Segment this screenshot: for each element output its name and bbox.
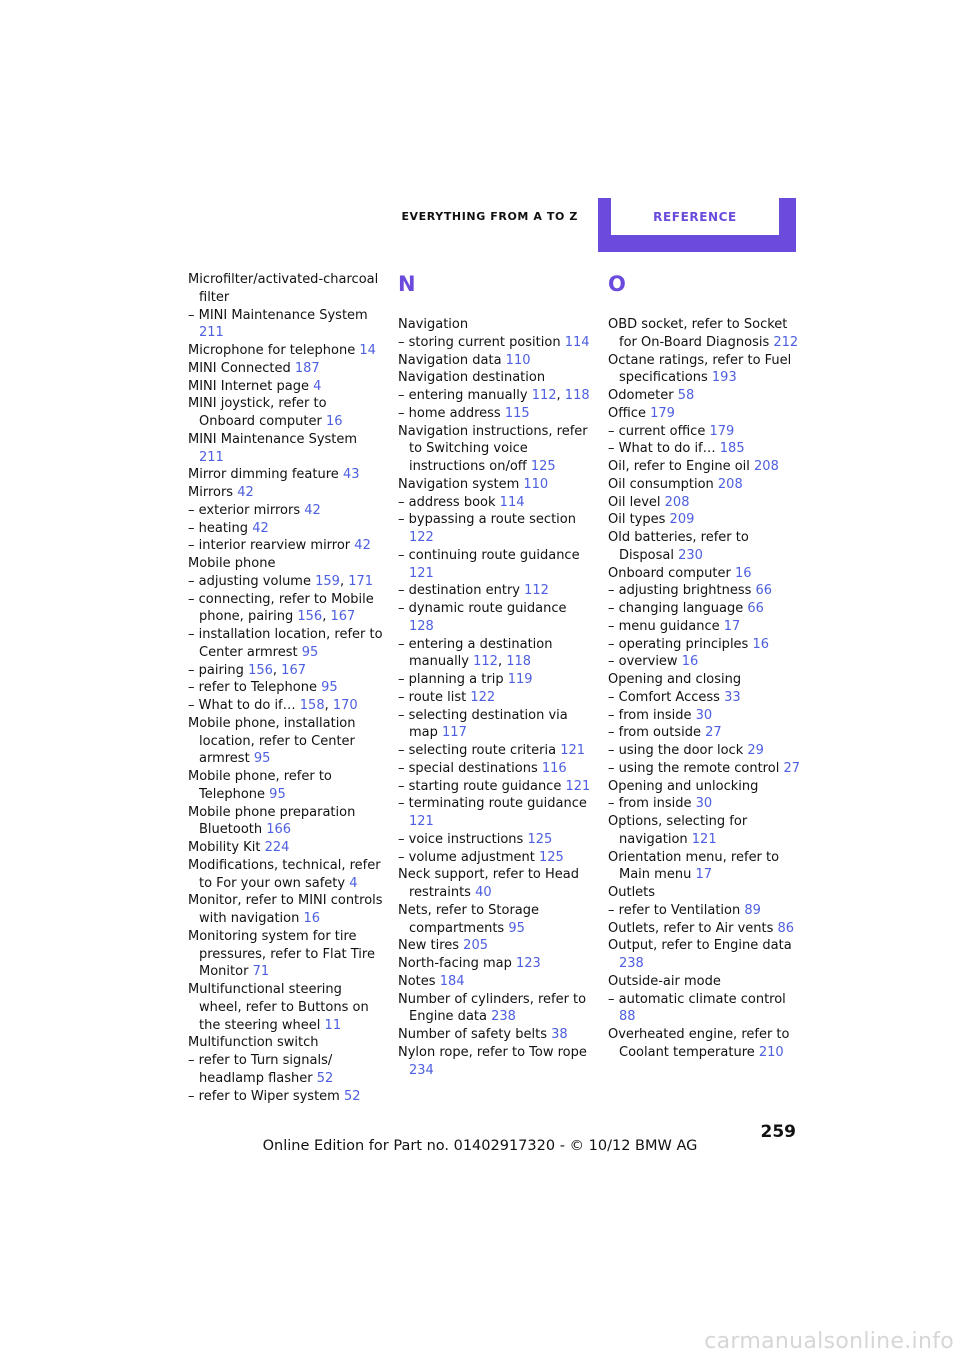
entry-text: Overheated engine, refer to Coolant temperature [608,1027,790,1060]
index-entry [188,307,383,343]
page-link[interactable]: 114 [499,494,525,510]
index-entry [398,1026,593,1044]
entry-text: Mobile phone, installation location, refer to Center armrest [188,715,356,767]
index-entry [608,920,803,938]
page-link[interactable]: 95 [253,751,271,767]
entry-text: – Comfort Access [608,689,720,705]
index-entry [398,1044,593,1080]
index-entry [608,653,803,671]
entry-text: Oil consumption [608,476,714,492]
index-entry: – What to do if… 158, 170 [188,698,358,713]
page-link[interactable]: 33 [724,689,741,705]
page-link[interactable]: 95 [321,680,338,696]
page-link[interactable]: 30 [695,796,713,812]
index-entry [608,1026,803,1062]
index-entry [608,884,803,902]
entry-text: – selecting route criteria [398,743,557,758]
page-link[interactable]: 123 [516,956,541,971]
page-link[interactable]: 27 [783,760,800,776]
reference-tab-label: REFERENCE [611,198,779,235]
index-entry [608,440,803,458]
page-link[interactable]: 95 [508,920,525,936]
index-entry [608,742,803,760]
page-link[interactable]: 121 [565,778,591,794]
page-link[interactable]: 159 [315,573,340,589]
index-entry [188,537,383,555]
entry-text: – continuing route guidance [398,547,580,563]
index-entry [398,991,593,1027]
page-link[interactable]: 122 [409,530,434,545]
index-entry [608,476,803,494]
index-entry [608,352,803,388]
page-link[interactable]: 42 [354,538,371,554]
page-link[interactable]: 42 [304,502,321,518]
page-link[interactable]: 125 [539,849,564,865]
index-entry [398,352,593,370]
index-entry [608,316,803,352]
entry-text: Neck support, refer to Head restraints [398,867,579,900]
entry-text: – address book [398,494,496,510]
entry-text: North-facing map [398,956,512,971]
index-entry [188,378,383,396]
page-link[interactable]: 4 [349,875,358,891]
entry-text: – from inside [608,796,692,812]
page-link[interactable]: 88 [619,1009,636,1025]
index-entry [608,636,803,654]
index-entry [188,342,383,360]
page-link[interactable]: 179 [650,405,675,421]
index-entry: – entering a destination manually 112, 118 [398,636,553,670]
entry-text: – bypassing a route section [398,512,576,528]
entry-text: Office [608,405,646,421]
entry-text: – refer to Ventilation [608,902,741,918]
page-link[interactable]: 17 [723,618,741,634]
entry-text: Monitoring system for tire pressures, refer to Flat Tire Monitor [188,928,375,980]
page-link[interactable]: 95 [301,644,319,660]
entry-text: – planning a trip [398,672,504,687]
page-link[interactable]: 119 [507,672,533,687]
page-link[interactable]: 205 [463,938,488,954]
index-entry [398,742,593,760]
page-link[interactable]: 116 [541,760,567,776]
index-entry [188,857,383,893]
index-entry [398,955,593,973]
index-entry [188,626,383,662]
index-entry [608,458,803,476]
index-entry [608,849,803,885]
page-link[interactable]: 112 [524,583,549,599]
page-link[interactable]: 118 [506,654,532,670]
index-entry [188,466,383,484]
index-entry [188,1088,383,1106]
entry-text: MINI Maintenance System [188,431,358,447]
entry-text: Modifications, technical, refer to For your own safety [188,857,381,891]
entry-text: – terminating route guidance [398,796,587,812]
entry-text: – What to do if… [608,441,716,457]
page-link[interactable]: 117 [442,725,467,741]
page-link[interactable]: 121 [691,831,717,847]
index-entry [398,778,593,796]
index-entry [608,494,803,512]
section-heading: N [398,272,416,296]
entry-text: New tires [398,938,460,954]
page-link[interactable]: 166 [266,822,292,838]
index-entry [398,334,593,352]
page-link[interactable]: 167 [281,662,306,678]
page-link[interactable]: 193 [711,370,737,386]
entry-text: – dynamic route guidance [398,601,567,616]
entry-text: – refer to Telephone [188,680,317,696]
entry-text: Number of cylinders, refer to Engine data [398,991,587,1025]
page-link[interactable]: 86 [777,920,795,936]
entry-text: Navigation instructions, refer to Switching voice instructions on/off [398,423,588,474]
page-link[interactable]: 125 [527,831,553,847]
entry-text: – adjusting volume [188,573,311,589]
index-entry [398,369,593,387]
page-number: 259 [760,1122,796,1142]
index-entry [608,778,803,796]
page-link[interactable]: 16 [303,911,321,926]
page-link[interactable]: 179 [709,423,735,439]
page-link[interactable]: 156 [248,662,273,678]
page-link[interactable]: 234 [409,1062,434,1078]
page-link[interactable]: 118 [564,388,590,403]
index-entry [188,928,383,981]
entry-text: – overview [608,654,678,670]
index-entry [398,600,593,636]
index-entry [188,395,383,431]
entry-text: – exterior mirrors [188,502,301,518]
page-link[interactable]: 112 [473,654,498,670]
index-entry [188,1034,383,1052]
entry-text: MINI joystick, refer to Onboard computer [188,396,327,429]
index-column-3 [608,271,803,1062]
index-entry [188,520,383,538]
entry-text: Outlets, refer to Air vents [608,920,774,936]
index-entry [608,511,803,529]
entry-text: – volume adjustment [398,849,535,865]
page-link[interactable]: 208 [717,476,743,492]
entry-text: Nets, refer to Storage compartments [398,902,540,936]
index-entry: – adjusting volume 159, 171 [188,573,374,589]
index-entry [398,937,593,955]
index-entry [398,671,593,689]
entry-text: – MINI Maintenance System [188,307,368,323]
entry-text: – selecting destination via map [398,707,568,741]
entry-text: – using the remote control [608,760,780,776]
entry-text: – What to do if… [188,698,296,713]
index-entry [608,991,803,1027]
page-link[interactable]: 184 [439,973,465,989]
page-link[interactable]: 114 [564,334,590,350]
page-link[interactable]: 27 [705,725,722,741]
page-link[interactable]: 30 [695,707,713,723]
entry-text: Old batteries, refer to Disposal [608,530,749,563]
page-link[interactable]: 115 [504,405,530,421]
entry-text: Onboard computer [608,565,731,581]
page-link[interactable]: 29 [747,743,764,758]
index-entry [398,582,593,600]
entry-text: Number of safety belts [398,1027,547,1042]
page-link[interactable]: 158 [299,698,325,713]
watermark: carmanualsonline.info [704,1329,954,1354]
page-link[interactable]: 121 [409,814,434,829]
entry-text: – using the door lock [608,743,744,758]
entry-text: Notes [398,973,436,989]
page-link[interactable]: 230 [678,547,703,563]
index-entry [188,981,383,1034]
entry-text: – starting route guidance [398,778,562,794]
entry-text: – from inside [608,707,692,723]
page-link[interactable]: 125 [530,459,556,474]
index-entry [188,715,383,768]
entry-text: Navigation data [398,352,502,368]
entry-text: – operating principles [608,636,749,652]
page-link[interactable]: 156 [297,609,323,625]
entry-text: – home address [398,405,501,421]
entry-text: Octane ratings, refer to Fuel specifications [608,352,792,386]
page-link[interactable]: 4 [313,378,322,394]
page-link[interactable]: 211 [199,449,224,465]
page-link[interactable]: 121 [560,743,586,758]
page-link[interactable]: 16 [325,414,343,429]
entry-text: Monitor, refer to MINI controls with navigation [188,893,383,926]
index-entry [188,679,383,697]
entry-text: – from outside [608,725,701,741]
section-heading: O [608,272,626,296]
entry-text: – destination entry [398,583,520,599]
entry-text: Opening and closing [608,672,742,687]
page-link[interactable]: 95 [269,786,286,802]
page-link[interactable]: 211 [199,325,224,341]
page-link[interactable]: 89 [744,902,761,918]
index-entry [188,360,383,378]
index-entry [188,768,383,804]
index-entry [608,689,803,707]
index-entry [398,866,593,902]
index-entry [188,484,383,502]
entry-text: Microphone for telephone [188,343,356,358]
entry-text: Multifunction switch [188,1035,319,1051]
entry-text: Oil level [608,494,661,510]
index-entry [398,973,593,991]
entry-text: Navigation [398,317,469,332]
entry-text: – refer to Wiper system [188,1088,340,1104]
index-entry [398,902,593,938]
entry-text: Mobile phone, refer to Telephone [188,769,332,802]
entry-text: Multifunctional steering wheel, refer to Buttons on the steering wheel [188,982,369,1033]
entry-text: – refer to Turn signals/ headlamp flasher [188,1053,333,1086]
page-link[interactable]: 66 [747,601,764,616]
index-entry [398,494,593,512]
page-link[interactable]: 224 [264,840,290,855]
page-link[interactable]: 71 [252,964,270,980]
index-entry [608,582,803,600]
entry-text: MINI Internet page [188,378,309,394]
entry-text: Mirror dimming feature [188,467,339,483]
entry-text: Oil, refer to Engine oil [608,459,750,474]
page-link[interactable]: 16 [681,654,699,670]
entry-text: OBD socket, refer to Socket for On-Board Diagnosis [608,317,788,350]
index-entry [398,795,593,831]
page-link[interactable]: 238 [619,956,644,971]
page-link[interactable]: 212 [773,334,799,350]
entry-text: – special destinations [398,760,538,776]
reference-tab [598,198,796,252]
index-entry [188,431,383,467]
index-entry [608,423,803,441]
entry-text: Orientation menu, refer to Main menu [608,849,780,883]
entry-text: – menu guidance [608,618,720,634]
index-entry [608,760,803,778]
index-entry [398,511,593,547]
index-entry [608,902,803,920]
page-link[interactable]: 208 [664,494,690,510]
page-link[interactable]: 42 [252,520,269,536]
page-link[interactable]: 66 [755,583,773,599]
page-link[interactable]: 52 [343,1088,361,1104]
page-link[interactable]: 122 [470,689,496,705]
entry-text: MINI Connected [188,360,291,376]
page-link[interactable]: 40 [475,885,492,900]
index-entry [608,671,803,689]
page-link[interactable]: 43 [342,467,360,483]
index-entry [608,937,803,973]
entry-text: – installation location, refer to Center armrest [188,627,383,660]
index-entry [398,405,593,423]
index-entry [608,405,803,423]
index-entry [398,831,593,849]
page-link[interactable]: 238 [491,1009,516,1025]
index-entry: – pairing 156, 167 [188,662,306,678]
entry-text: Microfilter/activated-charcoal filter [188,272,379,305]
entry-text: – automatic climate control [608,991,786,1007]
index-entry [608,600,803,618]
entry-text: Oil types [608,512,666,528]
index-entry [398,707,593,743]
entry-text: Mobile phone [188,556,276,571]
index-entry [398,689,593,707]
index-column-1 [188,271,383,1105]
entry-text: Output, refer to Engine data [608,938,792,954]
entry-text: Navigation system [398,476,520,492]
page-link[interactable]: 42 [237,485,254,500]
page-link[interactable]: 187 [294,360,320,376]
entry-text: – route list [398,689,467,705]
index-entry [608,973,803,991]
entry-text: Nylon rope, refer to Tow rope [398,1044,587,1060]
page-link[interactable]: 110 [523,476,549,492]
entry-text: – heating [188,520,249,536]
index-entry [398,476,593,494]
page-link[interactable]: 52 [316,1070,334,1086]
index-entry [398,316,593,334]
chapter-title: EVERYTHING FROM A TO Z [401,210,578,223]
index-entry [188,839,383,857]
entry-text: Mirrors [188,485,234,500]
page-link[interactable]: 14 [359,343,376,358]
index-entry [188,804,383,840]
page-link[interactable]: 112 [531,388,557,403]
page-link[interactable]: 167 [330,609,356,625]
index-entry [608,618,803,636]
index-entry [608,565,803,583]
page-link[interactable]: 110 [505,352,531,368]
entry-text: – entering manually [398,388,528,403]
page-link[interactable]: 128 [409,618,434,634]
page-link[interactable]: 170 [332,698,358,713]
page-link[interactable]: 58 [677,388,695,403]
entry-text: – entering a destination manually [398,636,553,670]
index-entry [188,555,383,573]
index-entry [398,423,593,476]
page-link[interactable]: 17 [695,867,712,883]
entry-text: Mobile phone preparation Bluetooth [188,804,356,838]
index-entry [608,707,803,725]
page-link[interactable]: 38 [551,1027,568,1042]
entry-text: Navigation destination [398,370,546,386]
index-entry [398,760,593,778]
page-link[interactable]: 209 [669,512,695,528]
entry-text: – storing current position [398,334,561,350]
index-entry [188,271,383,307]
page-link[interactable]: 210 [758,1044,784,1060]
entry-text: – interior rearview mirror [188,538,351,554]
entry-text: Options, selecting for navigation [608,814,748,847]
entry-text: – voice instructions [398,831,524,847]
index-entry [608,813,803,849]
index-entry [188,892,383,928]
entry-text: – pairing [188,662,244,678]
entry-text: Outside-air mode [608,973,721,989]
index-entry: – entering manually 112, 118 [398,388,590,403]
index-entry: – connecting, refer to Mobile phone, pairing 156, 167 [188,591,374,625]
page-link[interactable]: 11 [324,1017,342,1033]
index-entry [608,529,803,565]
page-link[interactable]: 185 [719,441,745,457]
index-entry [398,547,593,583]
entry-text: – adjusting brightness [608,583,752,599]
entry-text: – current office [608,423,706,439]
entry-text: Mobility Kit [188,840,261,855]
entry-text: Outlets [608,885,656,900]
page-link[interactable]: 121 [409,565,434,581]
page-link[interactable]: 16 [752,636,770,652]
index-entry [188,1052,383,1088]
entry-text: – changing language [608,601,744,616]
page-link[interactable]: 208 [754,459,779,474]
page-link[interactable]: 16 [734,565,752,581]
index-entry [188,502,383,520]
page-link[interactable]: 171 [348,573,374,589]
entry-text: Opening and unlocking [608,778,759,794]
footer-edition: Online Edition for Part no. 01402917320 - © 10/12 BMW AG [262,1138,698,1154]
index-column-2 [398,271,593,1079]
index-entry [608,387,803,405]
index-entry [608,724,803,742]
entry-text: Odometer [608,388,674,403]
index-entry [398,849,593,867]
entry-text: – connecting, refer to Mobile phone, pairing [188,591,374,625]
index-entry [608,795,803,813]
